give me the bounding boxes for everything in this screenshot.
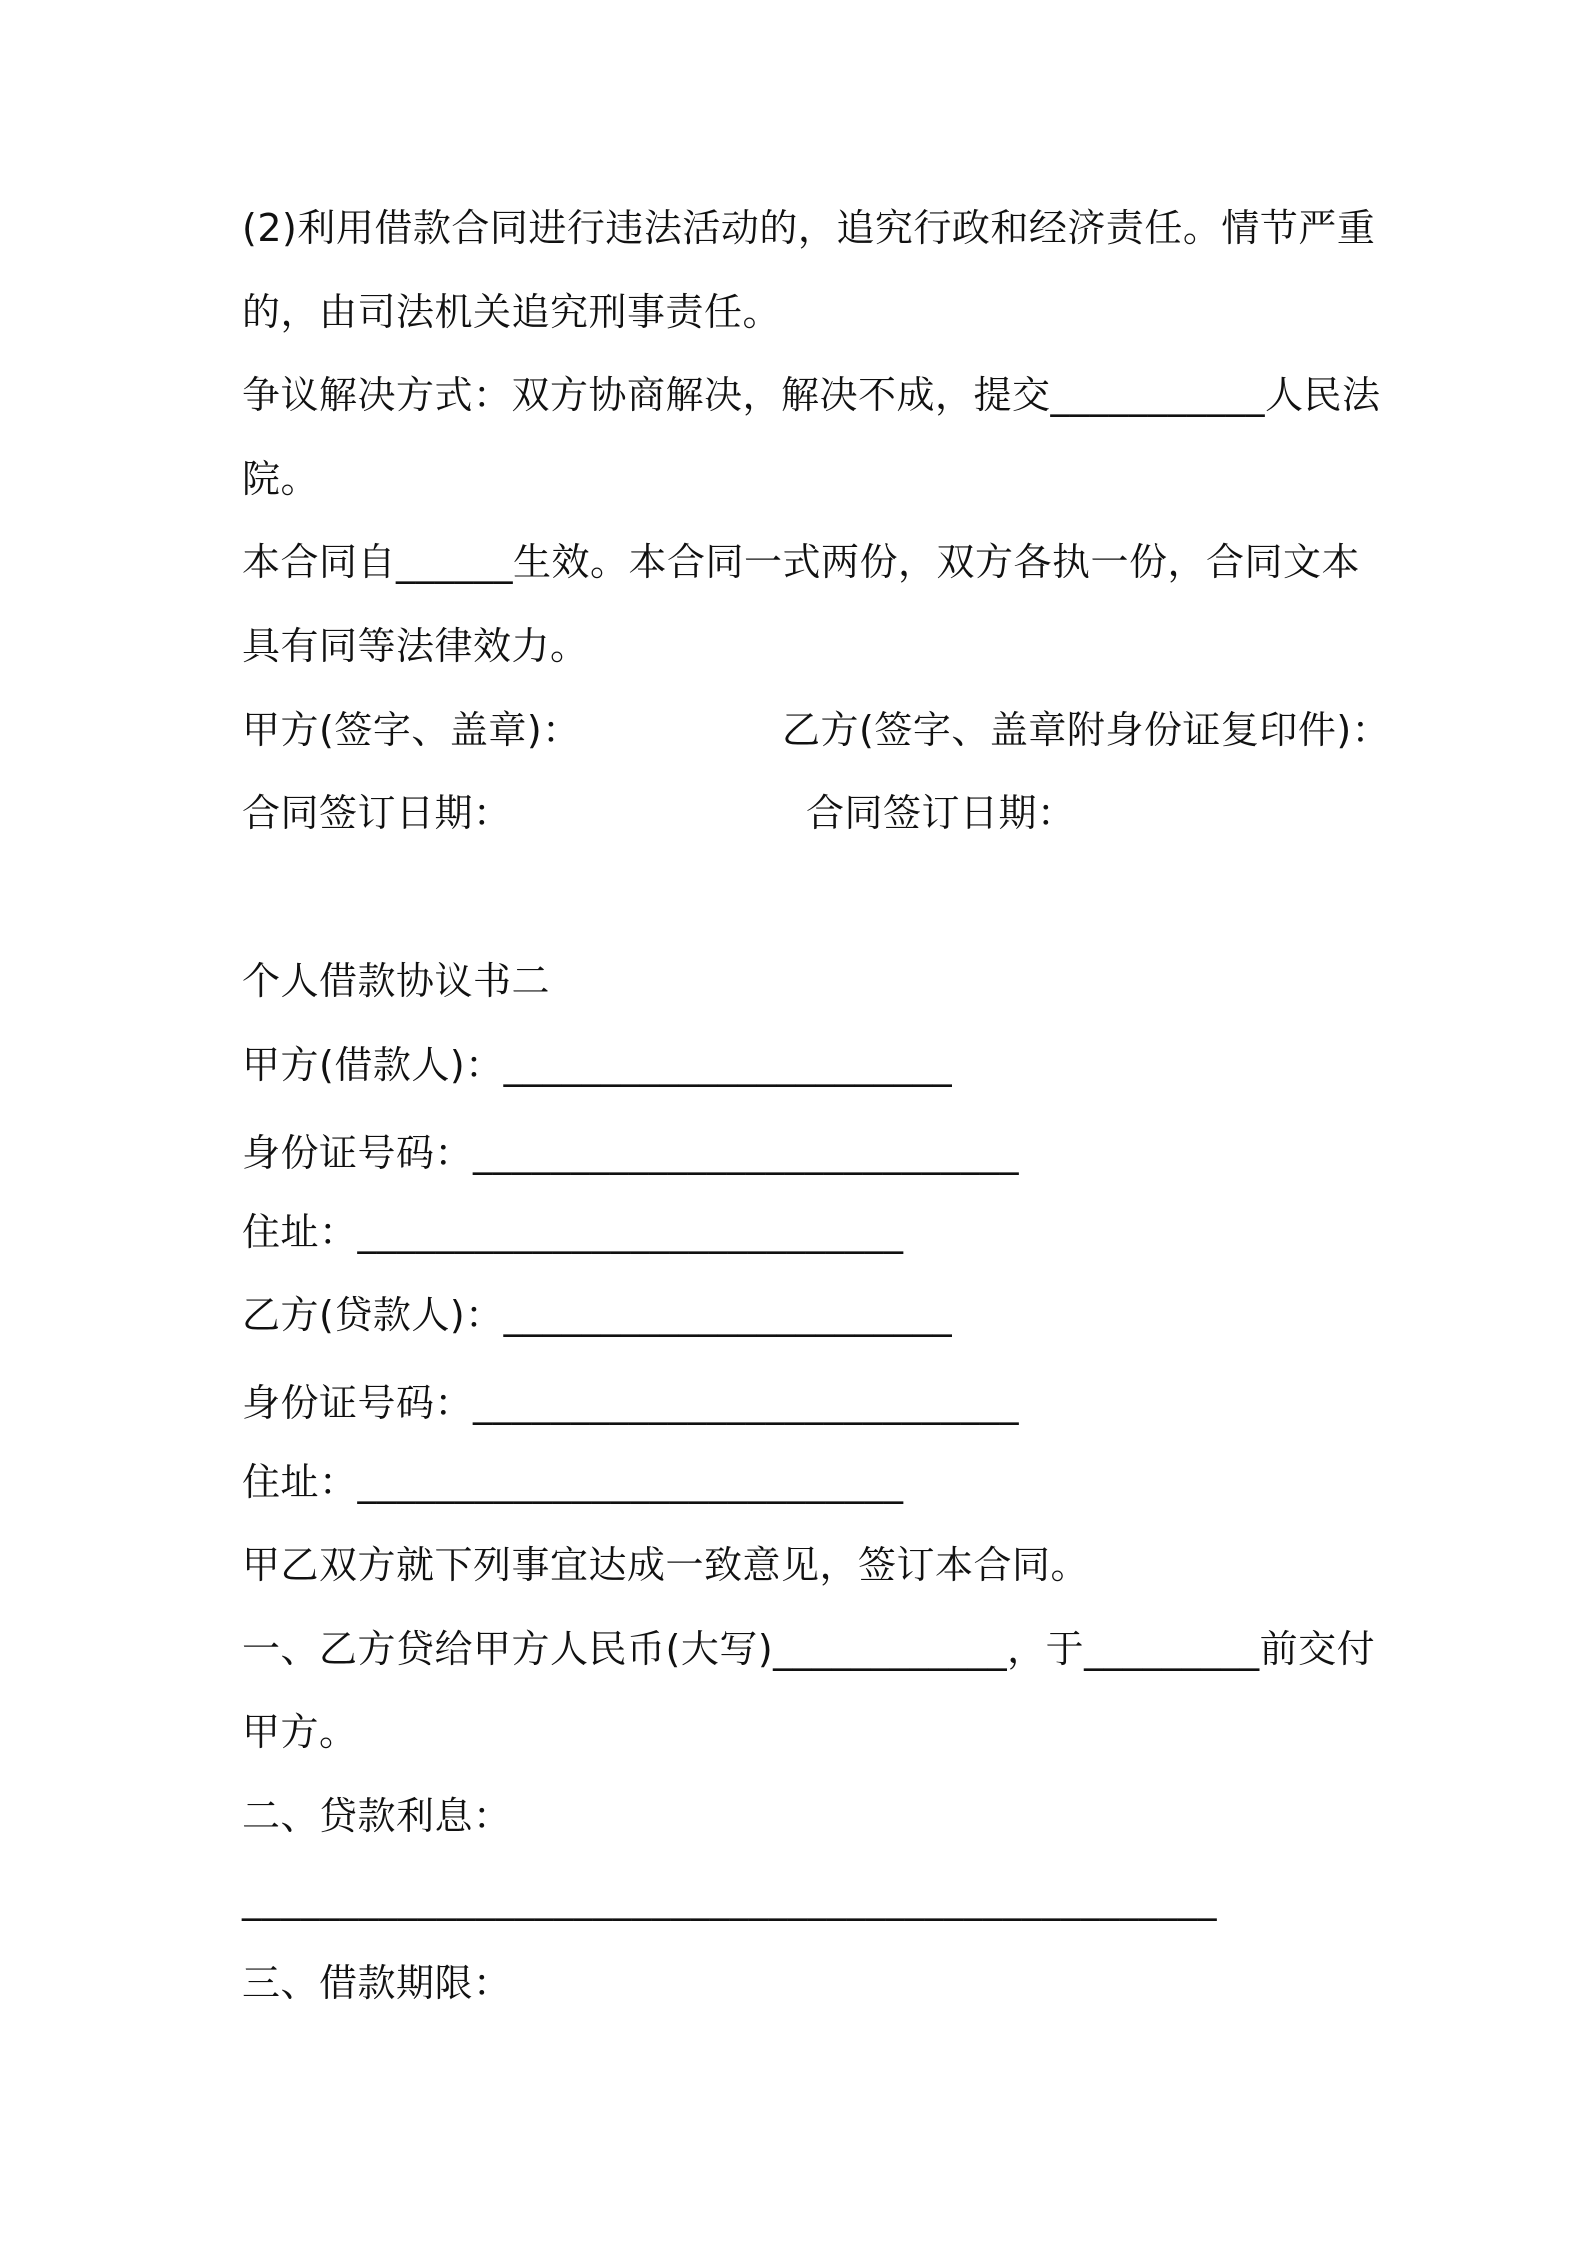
paragraph-effect-line2: 具有同等法律效力。 xyxy=(242,624,589,668)
signature-party-a: 甲方(签字、盖章)： xyxy=(242,708,581,752)
agreement-title: 个人借款协议书二 xyxy=(242,959,551,1003)
field-lender-id: 身份证号码：____________________________ xyxy=(242,1381,1020,1425)
clause-2-heading: 二、贷款利息： xyxy=(242,1794,512,1838)
field-lender: 乙方(贷款人)：_______________________ xyxy=(242,1293,953,1337)
field-lender-address: 住址：____________________________ xyxy=(242,1460,904,1504)
clause-2-blank: __________________________________________________ xyxy=(242,1877,1217,1921)
paragraph-effect-line1: 本合同自______生效。本合同一式两份，双方各执一份，合同文本 xyxy=(242,540,1361,584)
paragraph-dispute-line1: 争议解决方式：双方协商解决，解决不成，提交___________人民法 xyxy=(242,373,1381,417)
agreement-intro: 甲乙双方就下列事宜达成一致意见，签订本合同。 xyxy=(242,1543,1090,1587)
paragraph-liability-line1: (2)利用借款合同进行违法活动的，追究行政和经济责任。情节严重 xyxy=(242,206,1376,250)
clause-3-heading: 三、借款期限： xyxy=(242,1961,512,2005)
paragraph-liability-line2: 的，由司法机关追究刑事责任。 xyxy=(242,290,782,334)
sign-date-b: 合同签订日期： xyxy=(806,791,1076,835)
clause-1-line2: 甲方。 xyxy=(242,1710,358,1754)
field-borrower-id: 身份证号码：____________________________ xyxy=(242,1131,1020,1175)
clause-1-line1: 一、乙方贷给甲方人民币(大写)____________，于_________前交付 xyxy=(242,1627,1376,1671)
field-borrower: 甲方(借款人)：_______________________ xyxy=(242,1043,953,1087)
sign-date-a: 合同签订日期： xyxy=(242,791,512,835)
field-borrower-address: 住址：____________________________ xyxy=(242,1210,904,1254)
signature-party-b: 乙方(签字、盖章附身份证复印件)： xyxy=(782,708,1391,752)
paragraph-dispute-line2: 院。 xyxy=(242,457,320,501)
